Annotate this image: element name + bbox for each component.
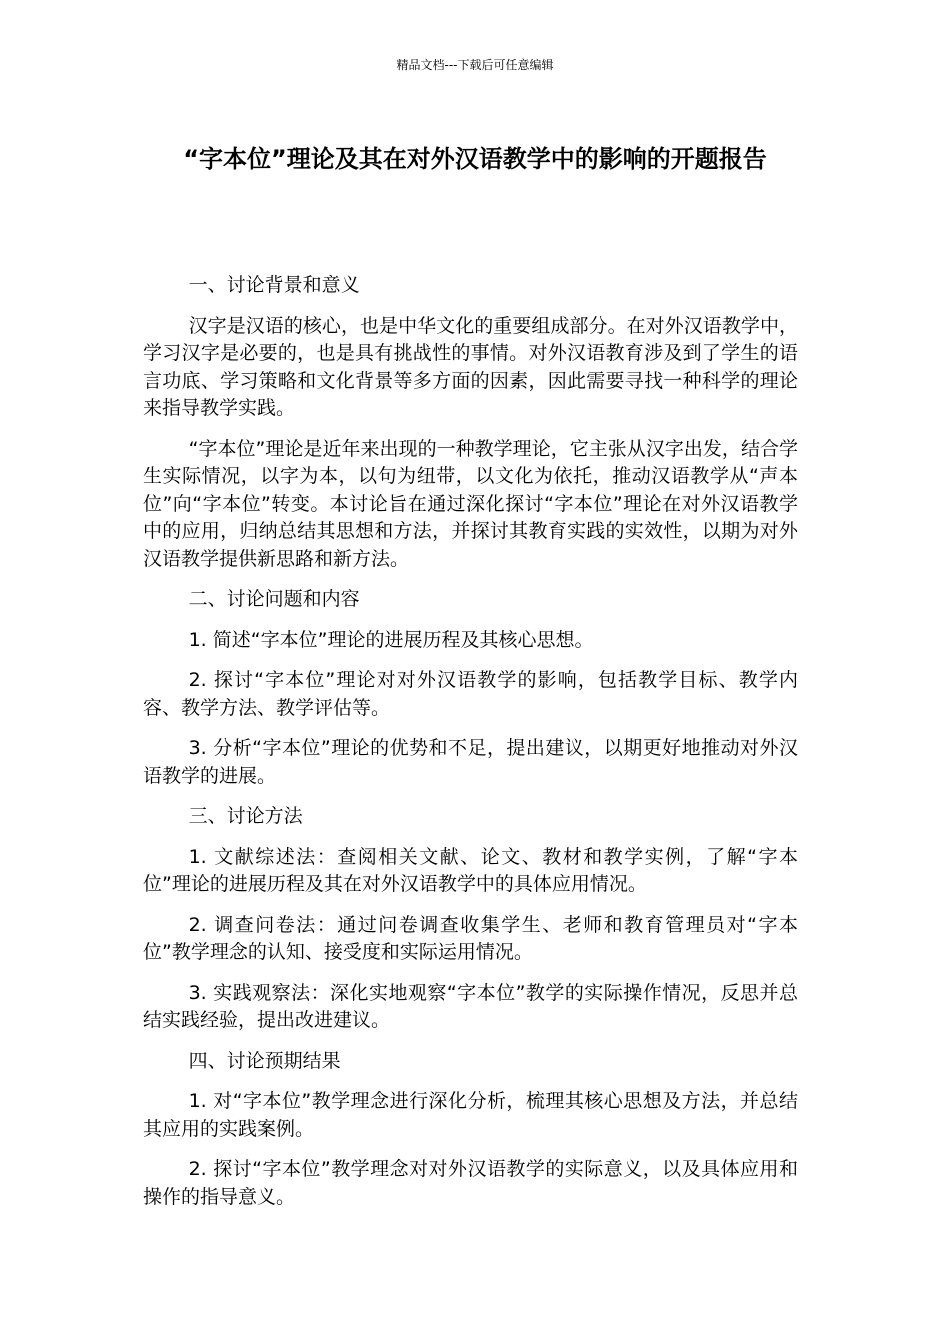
list-item: 2. 探讨“字本位”教学理念对对外汉语教学的实际意义，以及具体应用和操作的指导意义。 <box>143 1158 798 1208</box>
document-body <box>143 272 798 1224</box>
list-item: 2. 探讨“字本位”理论对对外汉语教学的影响，包括教学目标、教学内容、教学方法、教学评估等。 <box>143 669 798 719</box>
section-heading-background: 一、讨论背景和意义 <box>188 274 360 296</box>
paragraph: 汉字是汉语的核心，也是中华文化的重要组成部分。在对外汉语教学中，学习汉字是必要的，也是具有挑战性的事情。对外汉语教育涉及到了学生的语言功底、学习策略和文化背景等多方面的因素，因此需要寻找一种科学的理论来指导教学实践。 <box>143 314 798 419</box>
list-item: 1. 简述“字本位”理论的进展历程及其核心思想。 <box>188 628 594 651</box>
section-heading-questions: 二、讨论问题和内容 <box>188 588 360 610</box>
list-item: 1. 文献综述法：查阅相关文献、论文、教材和教学实例，了解“字本位”理论的进展历程及其在对外汉语教学中的具体应用情况。 <box>143 845 798 895</box>
section-heading-methods: 三、讨论方法 <box>188 805 303 827</box>
list-item: 1. 对“字本位”教学理念进行深化分析，梳理其核心思想及方法，并总结其应用的实践案例。 <box>143 1090 798 1140</box>
page-header: 精品文档---下载后可任意编辑 <box>396 58 554 72</box>
paragraph: “字本位”理论是近年来出现的一种教学理论，它主张从汉字出发，结合学生实际情况，以字为本，以句为纽带，以文化为依托，推动汉语教学从“声本位”向“字本位”转变。本讨论旨在通过深化探讨“字本位”理论在对外汉语教学中的应用，归纳总结其思想和方法，并探讨其教育实践的实效性，以期为对外汉语教学提供新思路和新方法。 <box>143 437 798 570</box>
list-item: 2. 调查问卷法：通过问卷调查收集学生、老师和教育管理员对“字本位”教学理念的认知、接受度和实际运用情况。 <box>143 913 798 963</box>
section-heading-expected-results: 四、讨论预期结果 <box>188 1049 341 1072</box>
list-item: 3. 分析“字本位”理论的优势和不足，提出建议，以期更好地推动对外汉语教学的进展。 <box>143 737 798 787</box>
document-title: “字本位”理论及其在对外汉语教学中的影响的开题报告 <box>183 145 767 173</box>
list-item: 3. 实践观察法：深化实地观察“字本位”教学的实际操作情况，反思并总结实践经验，提出改进建议。 <box>143 981 798 1031</box>
